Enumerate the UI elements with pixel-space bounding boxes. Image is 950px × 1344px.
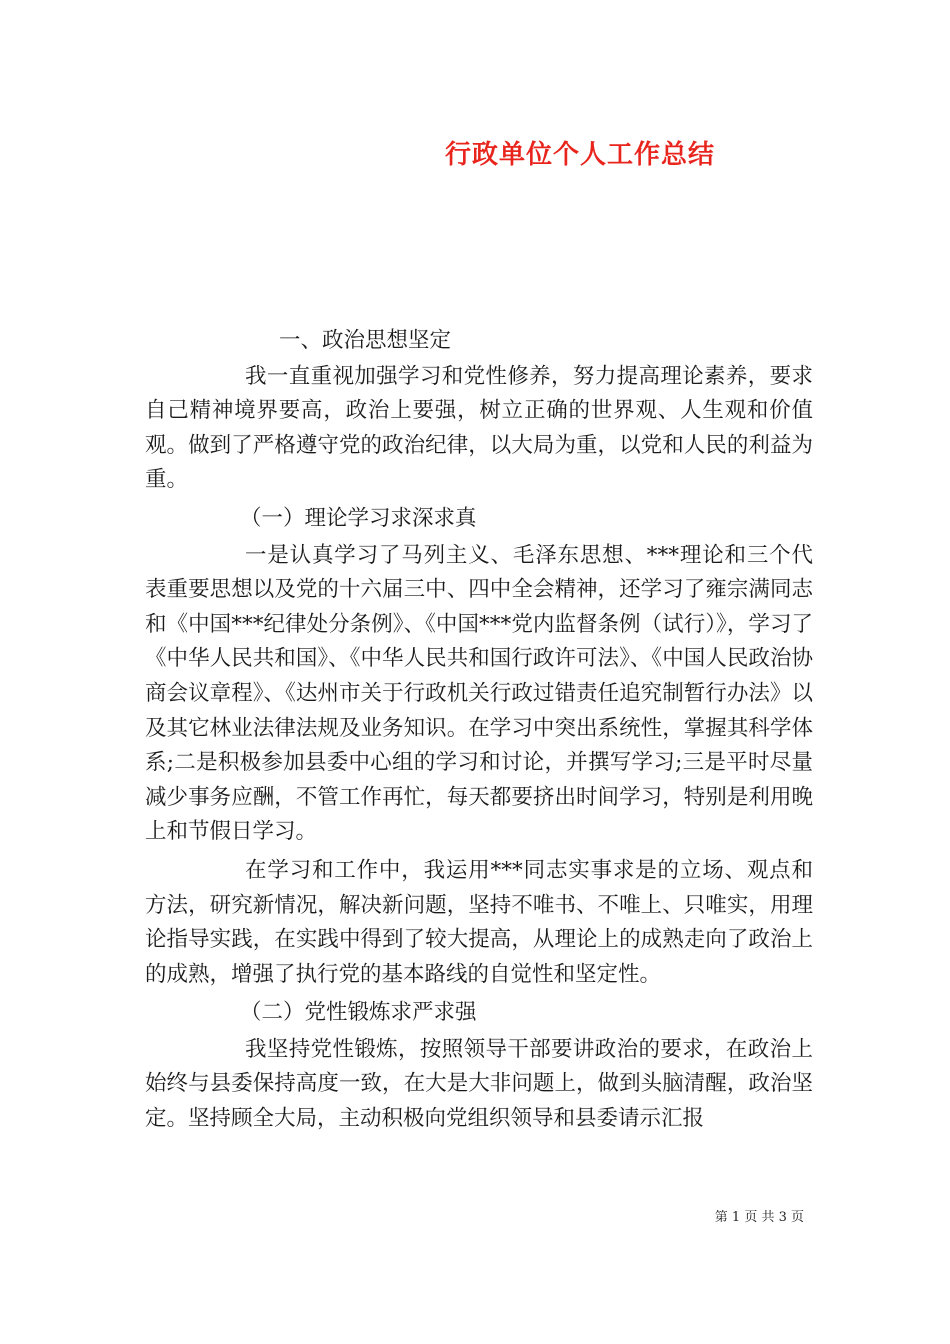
- subsection-heading: （二）党性锻炼求严求强: [240, 1000, 477, 1026]
- body-paragraph: 一是认真学习了马列主义、毛泽东思想、***理论和三个代表重要思想以及党的十六届三中、四中全会精神，还学习了雍宗满同志和《中国***纪律处分条例》、《中国***党内监督条例（试行）》，学习了《中华人民共和国》、《中华人民共和国行政许可法》、《中国人民政治协商会议章程》、《达州市关于行政机关行政过错责任追究制暂行办法》以及其它林业法律法规及业务知识。在学习中突出系统性，掌握其科学体系;二是积极参加县委中心组的学习和讨论，并撰写学习;三是平时尽量减少事务应酬，不管工作再忙，每天都要挤出时间学习，特别是利用晚上和节假日学习。: [145, 542, 813, 845]
- document-title: 行政单位个人工作总结: [444, 140, 715, 170]
- body-paragraph: 在学习和工作中，我运用***同志实事求是的立场、观点和方法，研究新情况，解决新问题，坚持不唯书、不唯上、只唯实，用理论指导实践，在实践中得到了较大提高，从理论上的成熟走向了政治上的成熟，增强了执行党的基本路线的自觉性和坚定性。: [145, 857, 813, 987]
- section-heading: 一、政治思想坚定: [279, 328, 452, 353]
- page-number: 第 1 页 共 3 页: [714, 1210, 804, 1225]
- body-paragraph: 我坚持党性锻炼，按照领导干部要讲政治的要求，在政治上始终与县委保持高度一致，在大是大非问题上，做到头脑清醒，政治坚定。坚持顾全大局，主动积极向党组织领导和县委请示汇报: [145, 1036, 813, 1132]
- document-body: [145, 324, 813, 1141]
- body-paragraph: 我一直重视加强学习和党性修养，努力提高理论素养，要求自己精神境界要高，政治上要强，树立正确的世界观、人生观和价值观。做到了严格遵守党的政治纪律，以大局为重，以党和人民的利益为重。: [145, 363, 813, 493]
- subsection-heading: （一）理论学习求深求真: [240, 505, 477, 531]
